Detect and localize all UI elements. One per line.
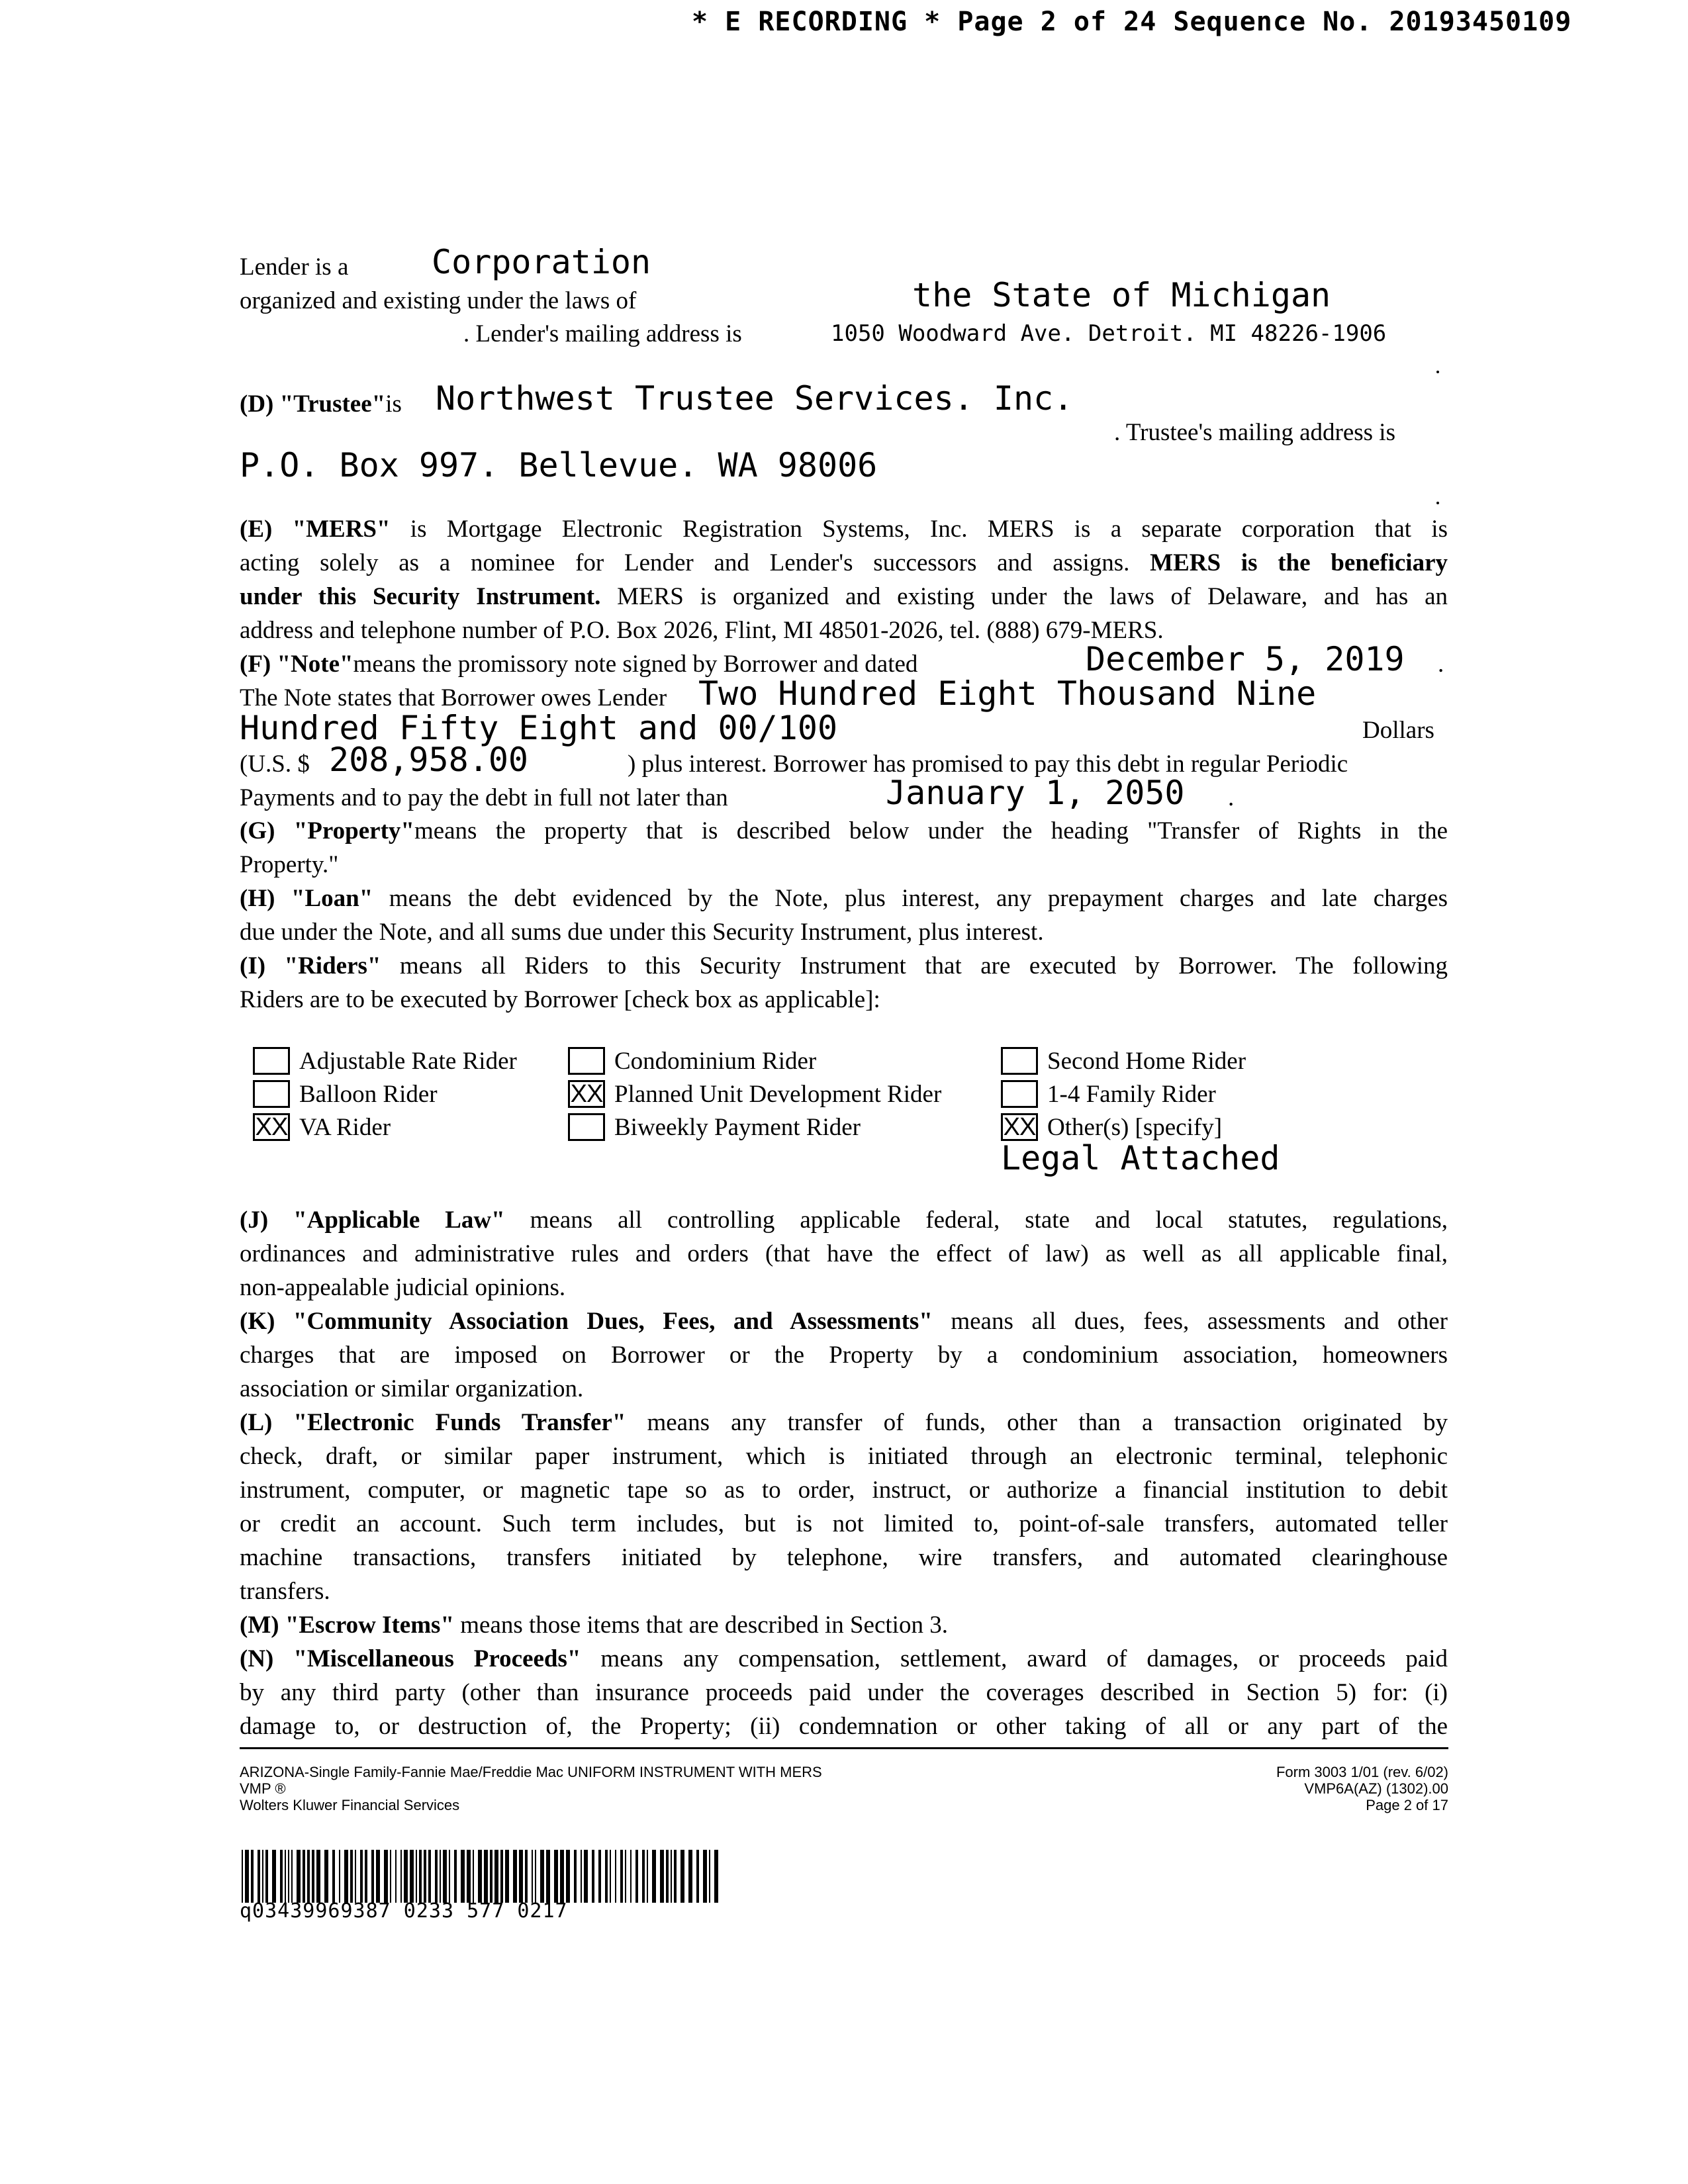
misc-text-2: by any third party (other than insurance proceeds paid under the coverages described in Section 5) for: (i): [240, 1679, 1448, 1706]
barcode-bar: [262, 1850, 263, 1903]
barcode-bar: [332, 1850, 335, 1903]
mers-text-3: MERS is organized and existing under the laws of Delaware, and has an: [600, 583, 1448, 610]
barcode-bar: [324, 1850, 328, 1903]
applicable-law-label: (J) "Applicable Law": [240, 1206, 505, 1234]
barcode-bar: [620, 1850, 623, 1903]
checkbox-1-4-family-rider[interactable]: [1001, 1080, 1038, 1108]
label-biweekly-payment-rider: Biweekly Payment Rider: [614, 1114, 861, 1141]
barcode-bar: [642, 1850, 645, 1903]
barcode-bar: [540, 1850, 544, 1903]
mers-label: (E) "MERS": [240, 516, 391, 543]
barcode-bar: [584, 1850, 588, 1903]
barcode-bar: [610, 1850, 611, 1903]
checkbox-planned-unit-development-rider[interactable]: [568, 1080, 605, 1108]
barcode-bar: [680, 1850, 684, 1903]
barcode-bar: [251, 1850, 254, 1903]
barcode-bar: [242, 1850, 243, 1903]
barcode-bar: [297, 1850, 301, 1903]
eft-text-4: or credit an account. Such term includes, but is not limited to, point-of-sale transfers, automated teller: [240, 1510, 1448, 1537]
footer-form-number: Form 3003 1/01 (rev. 6/02): [1276, 1764, 1448, 1780]
footer-vmp: VMP ®: [240, 1780, 286, 1797]
barcode-bar: [688, 1850, 692, 1903]
property-text-1: means the property that is described below under the heading "Transfer of Rights in the: [414, 817, 1448, 844]
mers-text-1: is Mortgage Electronic Registration Systems, Inc. MERS is a separate corporation that is: [390, 516, 1448, 543]
barcode-bar: [316, 1850, 320, 1903]
checkbox-mark: XX: [1003, 1113, 1036, 1141]
barcode-bar: [546, 1850, 550, 1903]
label-balloon-rider: Balloon Rider: [299, 1081, 438, 1108]
note-text-4: Payments and to pay the debt in full not later than: [240, 784, 728, 811]
barcode-bar: [400, 1850, 402, 1903]
community-text-3: association or similar organization.: [240, 1375, 584, 1402]
note-text-1: means the promissory note signed by Borrower and dated: [353, 651, 918, 678]
loan-paragraph: [240, 882, 1448, 949]
note-date: December 5, 2019: [1086, 640, 1405, 678]
barcode-bar: [598, 1850, 601, 1903]
applicable-law-text-2: ordinances and administrative rules and orders (that have the effect of law) as well as all applicable final,: [240, 1240, 1448, 1267]
note-maturity-period: .: [1228, 784, 1235, 811]
barcode-bar: [535, 1850, 536, 1903]
eft-text-1: means any transfer of funds, other than a transaction originated by: [626, 1409, 1448, 1436]
stray-mark: [1436, 502, 1439, 504]
checkbox-balloon-rider[interactable]: [253, 1080, 290, 1108]
barcode-bar: [395, 1850, 397, 1903]
barcode-bar: [404, 1850, 408, 1903]
barcode-bar: [635, 1850, 638, 1903]
eft-label: (L) "Electronic Funds Transfer": [240, 1409, 626, 1436]
mers-text-2: acting solely as a nominee for Lender and Lender's successors and assigns.: [240, 549, 1130, 576]
note-maturity-date: January 1, 2050: [886, 774, 1185, 812]
barcode-bar: [574, 1850, 577, 1903]
checkbox-second-home-rider[interactable]: [1001, 1047, 1038, 1075]
lender-address: 1050 Woodward Ave. Detroit. MI 48226-1906: [831, 320, 1387, 347]
escrow-label: (M) "Escrow Items": [240, 1612, 454, 1639]
label-va-rider: VA Rider: [299, 1114, 391, 1141]
barcode-bar: [461, 1850, 465, 1903]
barcode-bar: [478, 1850, 482, 1903]
recording-header: * E RECORDING * Page 2 of 24 Sequence No. 20193450109: [692, 7, 1572, 37]
eft-text-2: check, draft, or similar paper instrument, which is initiated through an electronic terminal, telephonic: [240, 1443, 1448, 1470]
barcode-bar: [696, 1850, 699, 1903]
barcode-bar: [390, 1850, 391, 1903]
barcode-bar: [272, 1850, 276, 1903]
applicable-law-paragraph: [240, 1203, 1448, 1304]
note-us-label: (U.S. $: [240, 751, 310, 778]
barcode-bar: [360, 1850, 363, 1903]
checkbox-adjustable-rate-rider[interactable]: [253, 1047, 290, 1075]
note-amount: 208,958.00: [329, 741, 529, 779]
barcode-bar: [419, 1850, 422, 1903]
barcode-bar: [532, 1850, 533, 1903]
applicable-law-text-1: means all controlling applicable federal, state and local statutes, regulations,: [504, 1206, 1448, 1234]
barcode-bar: [355, 1850, 356, 1903]
barcode-bar: [339, 1850, 340, 1903]
eft-text-3: instrument, computer, or magnetic tape so as to order, instruct, or authorize a financial institution to debit: [240, 1477, 1448, 1504]
barcode-bar: [371, 1850, 374, 1903]
barcode-bar: [424, 1850, 426, 1903]
barcode-bar: [365, 1850, 367, 1903]
eft-text-6: transfers.: [240, 1578, 330, 1605]
label-planned-unit-development-rider: Planned Unit Development Rider: [614, 1081, 942, 1108]
note-amount-words-2: Hundred Fifty Eight and 00/100: [240, 709, 838, 747]
checkbox-biweekly-payment-rider[interactable]: [568, 1113, 605, 1141]
note-dollars: Dollars: [1362, 717, 1434, 744]
riders-text-2: Riders are to be executed by Borrower [check box as applicable]:: [240, 986, 880, 1013]
barcode-bar: [376, 1850, 380, 1903]
label-adjustable-rate-rider: Adjustable Rate Rider: [299, 1048, 517, 1075]
barcode-bar: [513, 1850, 517, 1903]
barcode-bar: [605, 1850, 608, 1903]
barcode-bar: [307, 1850, 310, 1903]
label-condominium-rider: Condominium Rider: [614, 1048, 817, 1075]
barcode-bar: [280, 1850, 283, 1903]
trustee-is: is: [385, 390, 402, 418]
barcode-bar: [703, 1850, 707, 1903]
riders-text-1: means all Riders to this Security Instrument that are executed by Borrower. The following: [381, 952, 1448, 979]
loan-label: (H) "Loan": [240, 885, 373, 912]
barcode-bar: [416, 1850, 417, 1903]
barcode-bar: [490, 1850, 492, 1903]
applicable-law-text-3: non-appealable judicial opinions.: [240, 1274, 566, 1301]
barcode-bar: [500, 1850, 503, 1903]
property-label: (G) "Property": [240, 817, 414, 844]
barcode-bar: [265, 1850, 268, 1903]
barcode-bar: [615, 1850, 616, 1903]
barcode-bar: [554, 1850, 558, 1903]
mers-text-4: address and telephone number of P.O. Box 2026, Flint, MI 48501-2026, tel. (888) 679-MERS.: [240, 617, 1164, 644]
barcode-bar: [344, 1850, 348, 1903]
barcode-bar: [449, 1850, 450, 1903]
barcode-bar: [288, 1850, 289, 1903]
trustee-line: [240, 387, 402, 421]
misc-label: (N) "Miscellaneous Proceeds": [240, 1645, 581, 1672]
checkbox-mark: XX: [255, 1113, 288, 1141]
barcode-bar: [560, 1850, 564, 1903]
loan-text-1: means the debt evidenced by the Note, plus interest, any prepayment charges and late charges: [373, 885, 1448, 912]
mers-bold-2: MERS is the beneficiary: [1129, 549, 1448, 576]
mers-bold-3: under this Security Instrument.: [240, 583, 601, 610]
barcode-bar: [312, 1850, 314, 1903]
eft-paragraph: [240, 1406, 1448, 1608]
community-label: (K) "Community Association Dues, Fees, and Assessments": [240, 1308, 933, 1335]
trustee-name: Northwest Trustee Services. Inc.: [436, 379, 1074, 418]
footer-form-title: ARIZONA-Single Family-Fannie Mae/Freddie Mac UNIFORM INSTRUMENT WITH MERS: [240, 1764, 822, 1780]
escrow-items-paragraph: [240, 1608, 1448, 1642]
note-amount-words-1: Two Hundred Eight Thousand Nine: [698, 674, 1317, 713]
barcode-digits: q03439969387 0233 577 0217: [240, 1899, 568, 1923]
barcode-bar: [505, 1850, 509, 1903]
barcode-bar: [291, 1850, 293, 1903]
barcode-bar: [671, 1850, 672, 1903]
checkbox-condominium-rider[interactable]: [568, 1047, 605, 1075]
barcode-bar: [350, 1850, 353, 1903]
checkbox-mark: XX: [570, 1080, 603, 1108]
barcode-bar: [566, 1850, 570, 1903]
barcode-bar: [714, 1850, 718, 1903]
footer-vmp-code: VMP6A(AZ) (1302).00: [1304, 1780, 1448, 1797]
footer-rule: [240, 1747, 1448, 1749]
barcode-bar: [647, 1850, 648, 1903]
barcode-bar: [384, 1850, 388, 1903]
misc-text-1: means any compensation, settlement, award of damages, or proceeds paid: [581, 1645, 1448, 1672]
loan-text-2: due under the Note, and all sums due under this Security Instrument, plus interest.: [240, 919, 1044, 946]
note-label: (F) "Note": [240, 651, 353, 678]
escrow-text-1: means those items that are described in Section 3.: [454, 1612, 948, 1639]
misc-text-3: damage to, or destruction of, the Property; (ii) condemnation or other taking of all or any part of the: [240, 1713, 1448, 1740]
footer-page-number: Page 2 of 17: [1366, 1797, 1448, 1813]
property-text-2: Property.": [240, 851, 339, 878]
lender-entity-type: Corporation: [432, 243, 651, 281]
barcode-bar: [519, 1850, 523, 1903]
trustee-address: P.O. Box 997. Bellevue. WA 98006: [240, 446, 878, 484]
label-other-rider: Other(s) [specify]: [1047, 1114, 1223, 1141]
barcode-bar: [435, 1850, 438, 1903]
barcode-bar: [625, 1850, 626, 1903]
riders-paragraph: [240, 949, 1448, 1017]
barcode-bar: [484, 1850, 488, 1903]
barcode-bar: [258, 1850, 260, 1903]
lender-is-a-label: Lender is a: [240, 253, 349, 281]
barcode-bar: [410, 1850, 414, 1903]
property-paragraph: [240, 814, 1448, 882]
community-text-1: means all dues, fees, assessments and other: [932, 1308, 1448, 1335]
barcode-bar: [652, 1850, 656, 1903]
trustee-label: (D) "Trustee": [240, 390, 386, 418]
barcode-bar: [440, 1850, 441, 1903]
lender-organized-label: organized and existing under the laws of: [240, 287, 637, 314]
barcode-bar: [525, 1850, 528, 1903]
mers-paragraph: [240, 512, 1448, 647]
checkbox-other-rider[interactable]: [1001, 1113, 1038, 1141]
community-association-paragraph: [240, 1304, 1448, 1406]
barcode-bar: [581, 1850, 582, 1903]
note-date-period: .: [1438, 651, 1444, 678]
barcode-bar: [285, 1850, 286, 1903]
riders-label: (I) "Riders": [240, 952, 381, 979]
barcode-bar: [245, 1850, 249, 1903]
barcode-bar: [660, 1850, 664, 1903]
note-text-3: ) plus interest. Borrower has promised to pay this debt in regular Periodic: [628, 751, 1348, 778]
checkbox-va-rider[interactable]: [253, 1113, 290, 1141]
barcode-bar: [454, 1850, 457, 1903]
barcode-bar: [494, 1850, 498, 1903]
barcode-bar: [473, 1850, 474, 1903]
footer-publisher: Wolters Kluwer Financial Services: [240, 1797, 460, 1813]
label-1-4-family-rider: 1-4 Family Rider: [1047, 1081, 1216, 1108]
barcode-bar: [674, 1850, 677, 1903]
barcode-bar: [666, 1850, 669, 1903]
eft-text-5: machine transactions, transfers initiated by telephone, wire transfers, and automated clearinghouse: [240, 1544, 1448, 1571]
other-rider-specify: Legal Attached: [1001, 1139, 1280, 1177]
misc-proceeds-paragraph: [240, 1642, 1448, 1743]
barcode-bar: [443, 1850, 447, 1903]
barcode-bar: [467, 1850, 471, 1903]
lender-mailing-label: . Lender's mailing address is: [463, 320, 742, 347]
label-second-home-rider: Second Home Rider: [1047, 1048, 1246, 1075]
lender-state: the State of Michigan: [912, 276, 1331, 314]
barcode-bar: [303, 1850, 305, 1903]
barcode-bar: [428, 1850, 431, 1903]
barcode-bar: [630, 1850, 632, 1903]
barcode-bar: [709, 1850, 710, 1903]
barcode: [242, 1850, 718, 1903]
barcode-bar: [592, 1850, 594, 1903]
trustee-mailing-label: . Trustee's mailing address is: [1114, 419, 1395, 446]
stray-mark: [1436, 371, 1439, 373]
community-text-2: charges that are imposed on Borrower or the Property by a condominium association, homeowners: [240, 1342, 1448, 1369]
note-text-2: The Note states that Borrower owes Lender: [240, 684, 667, 711]
